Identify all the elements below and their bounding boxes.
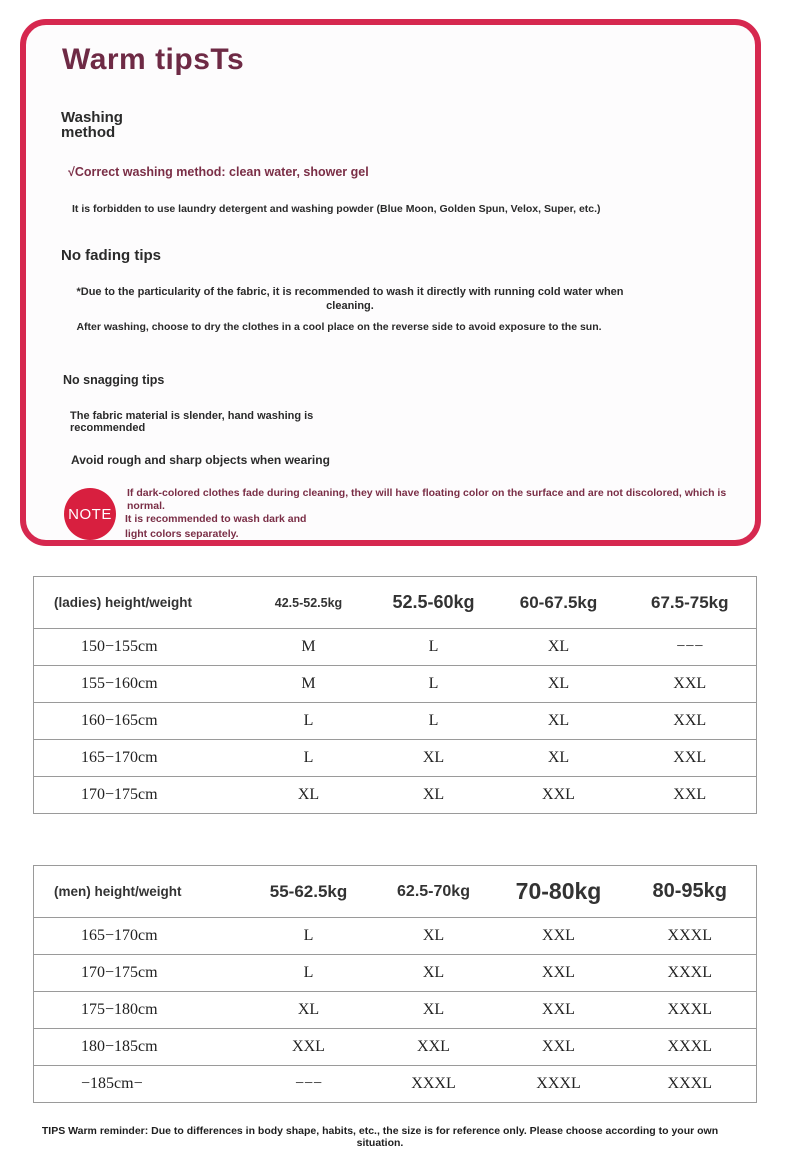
table-row [34, 918, 757, 955]
size-cell: XL [244, 992, 374, 1029]
table-row [34, 1066, 757, 1103]
size-cell: XXL [494, 1029, 624, 1066]
ladies-size-table [33, 576, 757, 814]
height-cell: 170−175cm [34, 777, 244, 814]
size-cell: XXXL [624, 1029, 757, 1066]
height-cell: 155−160cm [34, 666, 244, 703]
size-cell: XL [494, 629, 624, 666]
forbidden-text: It is forbidden to use laundry detergent and washing powder (Blue Moon, Golden Spun, Velox, Super, etc.) [72, 203, 601, 215]
size-cell: −−− [624, 629, 757, 666]
note-text-2: It is recommended to wash dark and light colors separately. [125, 513, 307, 540]
men-header-weight-2: 62.5-70kg [374, 866, 494, 918]
size-cell: XXXL [624, 1066, 757, 1103]
fading-heading: No fading tips [61, 247, 161, 264]
size-cell: XL [374, 740, 494, 777]
size-cell: XL [374, 992, 494, 1029]
size-cell: XXL [374, 1029, 494, 1066]
snagging-tip-1: The fabric material is slender, hand washing is recommended [70, 410, 314, 434]
size-cell: XXL [624, 703, 757, 740]
size-cell: XXL [624, 666, 757, 703]
size-cell: XL [244, 777, 374, 814]
size-cell: L [374, 629, 494, 666]
washing-heading: Washing method [61, 109, 123, 141]
size-cell: XL [374, 777, 494, 814]
size-cell: XL [494, 666, 624, 703]
size-cell: L [244, 703, 374, 740]
table-row [34, 740, 757, 777]
correct-method-text: √Correct washing method: clean water, shower gel [68, 165, 369, 179]
size-cell: XXL [244, 1029, 374, 1066]
size-cell: XXXL [494, 1066, 624, 1103]
size-cell: L [374, 703, 494, 740]
table-header-row [34, 577, 757, 629]
height-cell: 165−170cm [34, 918, 244, 955]
size-cell: XXXL [374, 1066, 494, 1103]
snagging-heading: No snagging tips [63, 373, 165, 387]
height-cell: 175−180cm [34, 992, 244, 1029]
table-row [34, 666, 757, 703]
note-badge: NOTE [64, 488, 116, 540]
height-cell: −185cm− [34, 1066, 244, 1103]
snagging-tip-2: Avoid rough and sharp objects when wearing [71, 453, 330, 467]
men-header-label: (men) height/weight [34, 866, 244, 918]
height-cell: 165−170cm [34, 740, 244, 777]
size-cell: XXL [494, 777, 624, 814]
men-size-table [33, 865, 757, 1103]
size-cell: L [244, 955, 374, 992]
ladies-header-weight-3: 60-67.5kg [494, 577, 624, 629]
size-cell: L [374, 666, 494, 703]
ladies-header-label: (ladies) height/weight [34, 577, 244, 629]
table-row [34, 992, 757, 1029]
height-cell: 150−155cm [34, 629, 244, 666]
size-cell: XXL [494, 918, 624, 955]
size-cell: XL [494, 703, 624, 740]
table-row [34, 703, 757, 740]
table-row [34, 955, 757, 992]
fading-tip-1: *Due to the particularity of the fabric, it is recommended to wash it directly with running cold water when cleaning. [76, 286, 624, 312]
size-cell: L [244, 740, 374, 777]
size-cell: XXL [624, 740, 757, 777]
warm-tips-panel [20, 19, 761, 546]
size-cell: XL [494, 740, 624, 777]
table-row [34, 1029, 757, 1066]
size-cell: XXL [494, 992, 624, 1029]
height-cell: 160−165cm [34, 703, 244, 740]
size-cell: −−− [244, 1066, 374, 1103]
ladies-header-weight-2: 52.5-60kg [374, 577, 494, 629]
men-header-weight-1: 55-62.5kg [244, 866, 374, 918]
men-header-weight-3: 70-80kg [494, 866, 624, 918]
size-cell: XXXL [624, 918, 757, 955]
height-cell: 180−185cm [34, 1029, 244, 1066]
footer-reminder: TIPS Warm reminder: Due to differences in body shape, habits, etc., the size is for reference only. Please choose according to your own situation. [41, 1125, 719, 1149]
height-cell: 170−175cm [34, 955, 244, 992]
size-cell: XXXL [624, 955, 757, 992]
size-cell: XL [374, 918, 494, 955]
size-cell: XXL [494, 955, 624, 992]
table-row [34, 777, 757, 814]
table-header-row [34, 866, 757, 918]
size-cell: XL [374, 955, 494, 992]
tips-title: Warm tipsTs [62, 43, 245, 76]
size-cell: M [244, 666, 374, 703]
note-text-1: If dark-colored clothes fade during cleaning, they will have floating color on the surface and are not discolored, which is normal. [127, 487, 727, 512]
table-row [34, 629, 757, 666]
fading-tip-2: After washing, choose to dry the clothes in a cool place on the reverse side to avoid exposure to the sun. [76, 321, 602, 333]
men-header-weight-4: 80-95kg [624, 866, 757, 918]
ladies-header-weight-4: 67.5-75kg [624, 577, 757, 629]
size-cell: L [244, 918, 374, 955]
size-cell: XXL [624, 777, 757, 814]
size-cell: XXXL [624, 992, 757, 1029]
ladies-header-weight-1: 42.5-52.5kg [244, 577, 374, 629]
size-cell: M [244, 629, 374, 666]
